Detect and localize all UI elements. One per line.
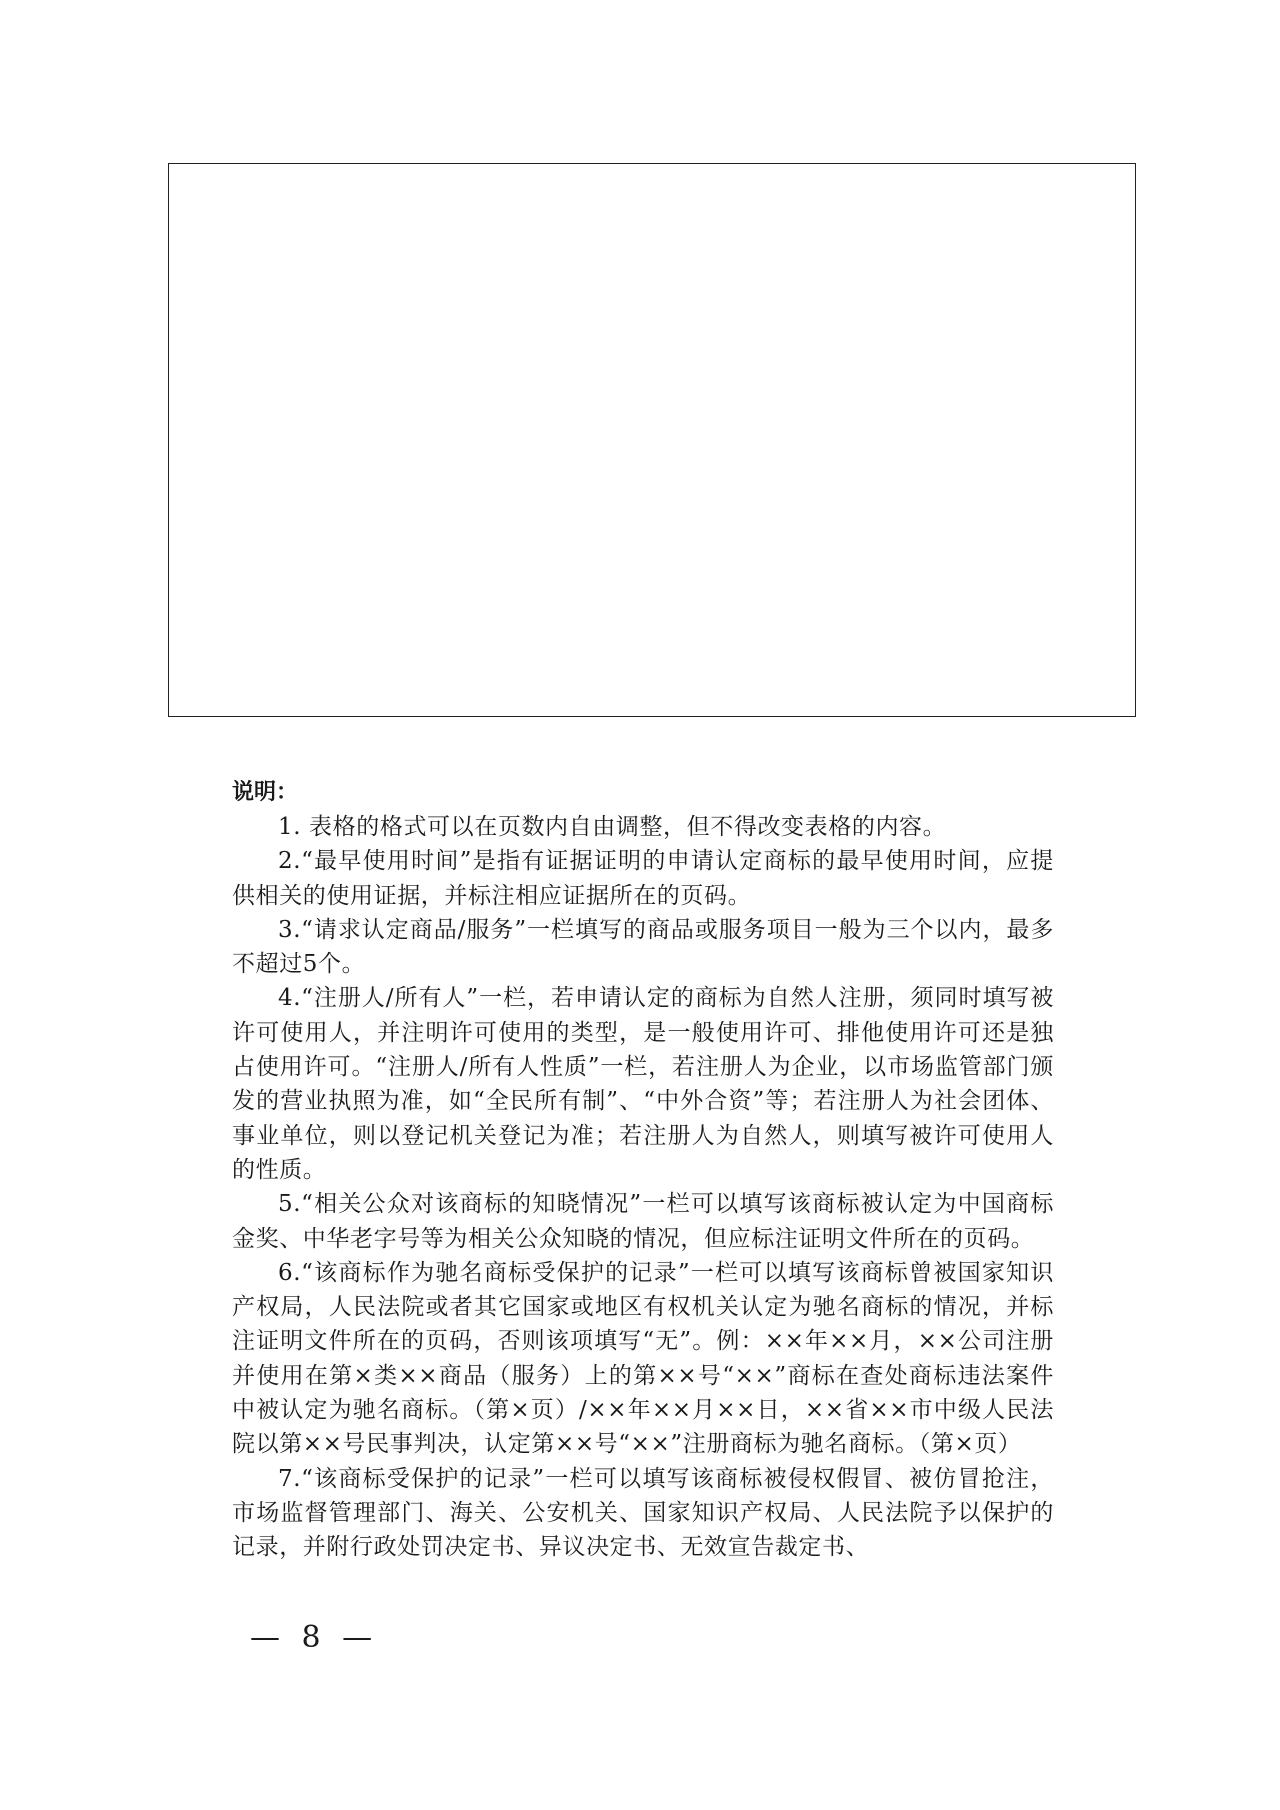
note-item-6: 6.“该商标作为驰名商标受保护的记录”一栏可以填写该商标曾被国家知识产权局，人民法院或者其它国家或地区有权机关认定为驰名商标的情况，并标注证明文件所在的页码，否则该项填写“无”。例：××年××月，××公司注册并使用在第×类××商品（服务）上的第××号“××”商标在查处商标违法案件中被认定为驰名商标。（第×页）/××年××月××日，××省××市中级人民法院以第××号民事判决，认定第××号“××”注册商标为驰名商标。（第×页） — [232, 1259, 1054, 1458]
page-number: — 8 — — [250, 1620, 379, 1655]
empty-table-frame — [168, 163, 1136, 717]
note-item-2: 2.“最早使用时间”是指有证据证明的申请认定商标的最早使用时间，应提供相关的使用证据，并标注相应证据所在的页码。 — [232, 848, 1054, 909]
notes-title: 说明： — [232, 780, 299, 805]
note-item-7: 7.“该商标受保护的记录”一栏可以填写该商标被侵权假冒、被仿冒抢注，市场监督管理部门、海关、公安机关、国家知识产权局、人民法院予以保护的记录，并附行政处罚决定书、异议决定书、无效宣告裁定书、 — [232, 1465, 1054, 1561]
note-item-3: 3.“请求认定商品/服务”一栏填写的商品或服务项目一般为三个以内，最多不超过5个。 — [232, 916, 1054, 978]
note-item-4: 4.“注册人/所有人”一栏，若申请认定的商标为自然人注册，须同时填写被许可使用人，并注明许可使用的类型，是一般使用许可、排他使用许可还是独占使用许可。“注册人/所有人性质”一栏，若注册人为企业，以市场监管部门颁发的营业执照为准，如“全民所有制”、“中外合资”等；若注册人为社会团体、事业单位，则以登记机关登记为准；若注册人为自然人，则填写被许可使用人的性质。 — [232, 985, 1054, 1183]
notes-section — [232, 776, 1054, 1565]
note-item-1: 1. 表格的格式可以在页数内自由调整，但不得改变表格的内容。 — [278, 814, 947, 840]
note-item-5: 5.“相关公众对该商标的知晓情况”一栏可以填写该商标被认定为中国商标金奖、中华老字号等为相关公众知晓的情况，但应标注证明文件所在的页码。 — [232, 1191, 1054, 1252]
